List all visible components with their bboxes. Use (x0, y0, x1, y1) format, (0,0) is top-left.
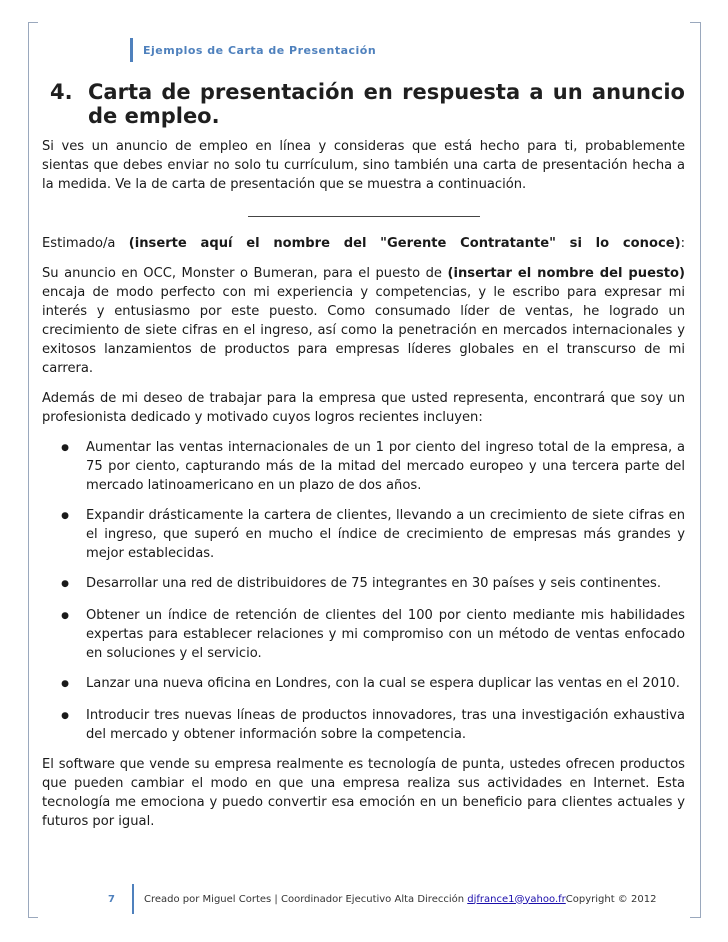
bullet-icon (42, 574, 86, 595)
page-frame-right (700, 22, 701, 918)
bullet-icon (42, 674, 86, 695)
list-item-text: Aumentar las ventas internacionales de un 1 por ciento del ingreso total de la empresa, a 75 por ciento, capturando más de la mitad del mercado europeo y una tercera parte del mercado latinoamericano en un plazo de dos años. (86, 440, 685, 493)
list-item (42, 674, 685, 695)
salutation-suffix: : (680, 236, 685, 251)
list-item-text: Introducir tres nuevas líneas de productos innovadores, tras una investigación exhaustiva del mercado y obtener información sobre la competencia. (86, 708, 685, 742)
bullet-icon (42, 606, 86, 663)
footer-credit: Creado por Miguel Cortes | Coordinador Ejecutivo Alta Dirección (144, 893, 465, 905)
list-item-text: Obtener un índice de retención de clientes del 100 por ciento mediante mis habilidades expertas para establecer relaciones y mi compromiso con un método de ventas enfocado en soluciones y el servicio. (86, 608, 685, 661)
list-item (42, 574, 685, 595)
letter-paragraph-1 (42, 264, 685, 378)
salutation (42, 234, 685, 253)
section-heading (50, 80, 685, 128)
letter-paragraph-2: Además de mi deseo de trabajar para la empresa que usted representa, encontrará que soy un profesionista dedicado y motivado cuyos logros recientes incluyen: (42, 391, 685, 425)
page-frame-corner (690, 917, 701, 918)
section-number: 4. (50, 80, 73, 104)
paragraph1-before: Su anuncio en OCC, Monster o Bumeran, para el puesto de (42, 266, 448, 281)
letter-paragraph-3: El software que vende su empresa realmente es tecnología de punta, ustedes ofrecen productos que pueden cambiar el modo en que una empresa realiza sus actividades en Internet. Esta tecnología me emociona y puedo convertir esa emoción en un beneficio para clientes actuales y futuros por igual. (42, 757, 685, 829)
list-item-text: Desarrollar una red de distribuidores de 75 integrantes en 30 países y seis continentes. (86, 576, 662, 591)
salutation-placeholder: (inserte aquí el nombre del "Gerente Contratante" si lo conoce) (128, 236, 681, 251)
page-frame-left (28, 22, 29, 918)
footer-copyright: Copyright © 2012 (565, 893, 657, 905)
page-frame-corner (28, 917, 38, 918)
page-footer (108, 884, 656, 914)
page-frame-corner (690, 22, 701, 23)
list-item (42, 506, 685, 563)
salutation-prefix: Estimado/a (42, 236, 116, 251)
document-body (42, 80, 685, 831)
paragraph1-after: encaja de modo perfecto con mi experiencia y competencias, y le escribo para expresar mi interés y entusiasmo por este puesto. Como consumado líder de ventas, he logrado un crecimiento de siete cifras en el ingreso, así como la penetración en mercados internacionales y exitosos lanzamientos de productos para empresas líderes globales en el transcurso de mi carrera. (42, 285, 685, 376)
list-item-text: Lanzar una nueva oficina en Londres, con la cual se espera duplicar las ventas en el 2010. (86, 676, 680, 691)
page-number: 7 (108, 893, 115, 905)
footer-accent-bar (132, 884, 134, 914)
header-accent-bar (130, 38, 133, 62)
bullet-icon (42, 438, 86, 495)
footer-email-link[interactable]: djfrance1@yahoo.fr (467, 893, 566, 905)
page-frame-corner (28, 22, 38, 23)
list-item (42, 706, 685, 744)
intro-paragraph: Si ves un anuncio de empleo en línea y consideras que está hecho para ti, probablemente sientas que debes enviar no solo tu currículum, sino también una carta de presentación hecha a la medida. Ve la de carta de presentación que se muestra a continuación. (42, 139, 685, 192)
list-item-text: Expandir drásticamente la cartera de clientes, llevando a un crecimiento de siete cifras en el ingreso, que superó en mucho el índice de crecimiento de empresas más grandes y mejor establecidas. (86, 508, 685, 561)
section-title: Carta de presentación en respuesta a un anuncio de empleo. (88, 80, 685, 128)
achievements-list (42, 438, 685, 744)
separator-line (42, 203, 685, 222)
bullet-icon (42, 706, 86, 744)
bullet-icon (42, 506, 86, 563)
list-item (42, 438, 685, 495)
list-item (42, 606, 685, 663)
header-title: Ejemplos de Carta de Presentación (143, 43, 377, 57)
paragraph1-placeholder: (insertar el nombre del puesto) (447, 266, 685, 281)
separator-rule (248, 203, 480, 217)
page-header (130, 38, 376, 62)
